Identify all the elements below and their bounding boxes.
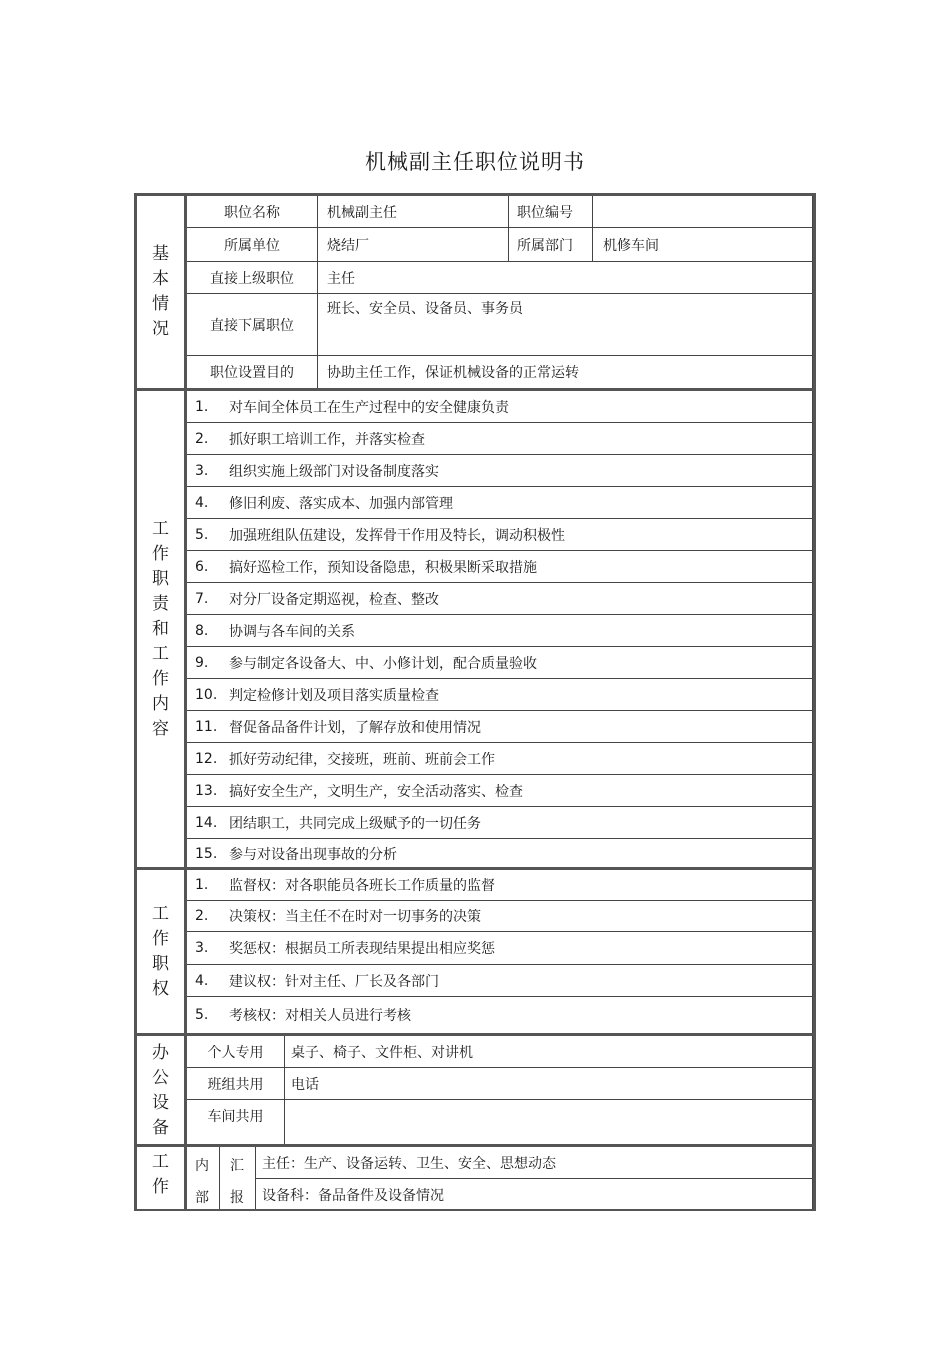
item-text: 修旧利废、落实成本、加强内部管理 [229, 495, 453, 512]
list-item-text [195, 647, 795, 678]
basic-mid-divider-2 [592, 196, 593, 262]
item-text: 协调与各车间的关系 [229, 623, 355, 640]
row-purpose [187, 356, 813, 388]
label-char: 职 [152, 569, 169, 589]
list-item-text [195, 775, 795, 806]
list-item-text [195, 807, 795, 838]
list-item-text [195, 391, 795, 422]
item-number: 8. [195, 622, 209, 639]
label-char: 工 [152, 519, 169, 539]
equipment-value: 电话 [291, 1076, 319, 1093]
equipment-right-border [812, 1036, 813, 1145]
section-label-authority [137, 870, 184, 1033]
label-char: 作 [152, 1177, 169, 1197]
item-number: 2. [195, 430, 209, 447]
list-item-text [195, 870, 795, 900]
list-item-text [195, 455, 795, 486]
section-label-relations [137, 1150, 184, 1210]
report-label [222, 1150, 252, 1210]
superior-value: 主任 [327, 270, 355, 287]
relation-text: 设备科：备品备件及设备情况 [262, 1187, 444, 1204]
item-text: 建议权：针对主任、厂长及各部门 [229, 973, 439, 990]
list-item [187, 615, 813, 647]
list-item-text [195, 679, 795, 710]
equipment-label: 车间共用 [207, 1109, 264, 1125]
list-item-text [195, 932, 795, 964]
equipment-row [187, 1068, 813, 1100]
equipment-value: 桌子、椅子、文件柜、对讲机 [291, 1044, 473, 1061]
item-text: 对车间全体员工在生产过程中的安全健康负责 [229, 399, 509, 416]
list-item-text [195, 423, 795, 454]
item-number: 14. [195, 814, 218, 831]
item-number: 1. [195, 877, 209, 893]
list-item [187, 932, 813, 965]
label-char: 权 [152, 978, 169, 999]
item-text: 参与对设备出现事故的分析 [229, 846, 397, 863]
item-text: 决策权：当主任不在时对一切事务的决策 [229, 909, 481, 925]
superior-label: 直接上级职位 [210, 270, 294, 287]
item-number: 6. [195, 558, 209, 575]
purpose-value: 协助主任工作，保证机械设备的正常运转 [327, 365, 579, 381]
list-item [187, 901, 813, 932]
label-char: 况 [152, 319, 169, 339]
item-number: 10. [195, 686, 218, 703]
item-number: 7. [195, 590, 209, 607]
item-text: 抓好职工培训工作，并落实检查 [229, 431, 425, 448]
list-item [187, 965, 813, 997]
item-number: 4. [195, 494, 209, 511]
item-text: 参与制定各设备大、中、小修计划，配合质量验收 [229, 655, 537, 672]
item-text: 判定检修计划及项目落实质量检查 [229, 687, 439, 704]
document-title: 机械副主任职位说明书 [365, 150, 585, 174]
list-item [187, 711, 813, 743]
basic-label-divider [317, 196, 318, 388]
label-char: 本 [152, 269, 169, 289]
label-char: 和 [152, 619, 169, 639]
section-label-basic [137, 196, 184, 388]
item-text: 督促备品备件计划，了解存放和使用情况 [229, 719, 481, 736]
list-item [187, 519, 813, 551]
row-position-name [187, 196, 813, 228]
item-number: 5. [195, 1007, 209, 1023]
item-number: 3. [195, 940, 209, 956]
list-item [187, 743, 813, 775]
list-item [187, 807, 813, 839]
item-number: 11. [195, 718, 218, 735]
list-item-text [195, 839, 795, 868]
equipment-row [187, 1036, 813, 1068]
list-item [187, 487, 813, 519]
basic-mid-divider [508, 196, 509, 262]
relation-text: 主任：生产、设备运转、卫生、安全、思想动态 [262, 1155, 556, 1172]
label-char: 部 [195, 1190, 209, 1206]
list-item-text [195, 711, 795, 742]
item-text: 考核权：对相关人员进行考核 [229, 1008, 411, 1024]
label-char: 基 [152, 244, 169, 264]
basic-right-border [812, 196, 813, 388]
dept-label: 所属部门 [517, 237, 573, 254]
purpose-label: 职位设置目的 [210, 365, 294, 381]
label-char: 公 [152, 1067, 169, 1088]
item-number: 15. [195, 845, 218, 862]
item-text: 抓好劳动纪律，交接班，班前、班前会工作 [229, 751, 495, 768]
label-char: 报 [230, 1190, 244, 1206]
position-name-label: 职位名称 [224, 204, 280, 221]
list-item-text [195, 487, 795, 518]
list-item [187, 391, 813, 423]
position-no-value [599, 196, 799, 227]
row-subordinate [187, 294, 813, 356]
position-no-label: 职位编号 [517, 204, 573, 221]
item-number: 3. [195, 462, 209, 479]
list-item-text [195, 583, 795, 614]
item-text: 搞好巡检工作，预知设备隐患，积极果断采取措施 [229, 559, 537, 576]
item-number: 5. [195, 526, 209, 543]
label-char: 工 [152, 1152, 169, 1172]
label-char: 情 [152, 294, 169, 314]
label-char: 办 [152, 1042, 169, 1063]
list-item [187, 455, 813, 487]
item-number: 1. [195, 398, 209, 415]
item-number: 2. [195, 908, 209, 924]
unit-value: 烧结厂 [327, 237, 369, 254]
section-label-duties [137, 391, 184, 868]
internal-label [189, 1150, 215, 1210]
label-char: 工 [152, 903, 169, 924]
item-text: 监督权：对各职能员各班长工作质量的监督 [229, 878, 495, 894]
unit-label: 所属单位 [224, 237, 280, 254]
item-number: 9. [195, 654, 209, 671]
list-item [187, 870, 813, 901]
equipment-row [187, 1100, 813, 1145]
authority-right-border [812, 870, 813, 1033]
item-number: 4. [195, 972, 209, 989]
label-char: 作 [152, 669, 169, 689]
list-item-text [195, 743, 795, 774]
list-item-text [195, 965, 795, 996]
row-superior [187, 262, 813, 294]
list-item-text [195, 519, 795, 550]
list-item-text [195, 901, 795, 931]
list-item [187, 839, 813, 868]
list-item [187, 423, 813, 455]
position-name-value: 机械副主任 [327, 204, 397, 221]
list-item-text [195, 615, 795, 646]
equipment-label: 班组共用 [207, 1076, 264, 1093]
item-text: 奖惩权：根据员工所表现结果提出相应奖惩 [229, 941, 495, 957]
list-item-text [195, 551, 795, 582]
label-char: 工 [152, 644, 169, 664]
bottom-edge [137, 1209, 813, 1211]
label-char: 作 [152, 544, 169, 564]
list-item [187, 775, 813, 807]
item-text: 对分厂设备定期巡视，检查、整改 [229, 591, 439, 608]
list-item-text [195, 997, 795, 1033]
subordinate-value: 班长、安全员、设备员、事务员 [327, 301, 523, 317]
item-number: 12. [195, 750, 218, 767]
equipment-label: 个人专用 [207, 1044, 264, 1061]
label-char: 设 [152, 1092, 169, 1113]
label-char: 内 [152, 694, 169, 714]
item-number: 13. [195, 782, 218, 799]
item-text: 加强班组队伍建设，发挥骨干作用及特长，调动积极性 [229, 527, 565, 544]
relation-row [256, 1147, 813, 1179]
list-item [187, 647, 813, 679]
label-char: 内 [195, 1158, 209, 1174]
equipment-value [291, 1100, 791, 1145]
subordinate-label: 直接下属职位 [210, 317, 294, 334]
duties-right-border [812, 391, 813, 868]
row-unit [187, 228, 813, 262]
relations-divider-1 [219, 1147, 220, 1211]
equipment-label-divider [284, 1036, 285, 1145]
list-item [187, 997, 813, 1033]
label-char: 容 [152, 719, 169, 739]
list-item [187, 551, 813, 583]
label-char: 作 [152, 928, 169, 949]
label-char: 责 [152, 594, 169, 614]
list-item [187, 679, 813, 711]
label-char: 备 [152, 1117, 169, 1138]
item-text: 搞好安全生产，文明生产，安全活动落实、检查 [229, 783, 523, 800]
item-text: 团结职工，共同完成上级赋予的一切任务 [229, 815, 481, 832]
section-label-equipment [137, 1036, 184, 1145]
list-item [187, 583, 813, 615]
dept-value: 机修车间 [603, 237, 659, 254]
label-char: 汇 [230, 1158, 244, 1174]
label-char: 职 [152, 953, 169, 974]
item-text: 组织实施上级部门对设备制度落实 [229, 463, 439, 480]
relation-row [256, 1179, 813, 1210]
